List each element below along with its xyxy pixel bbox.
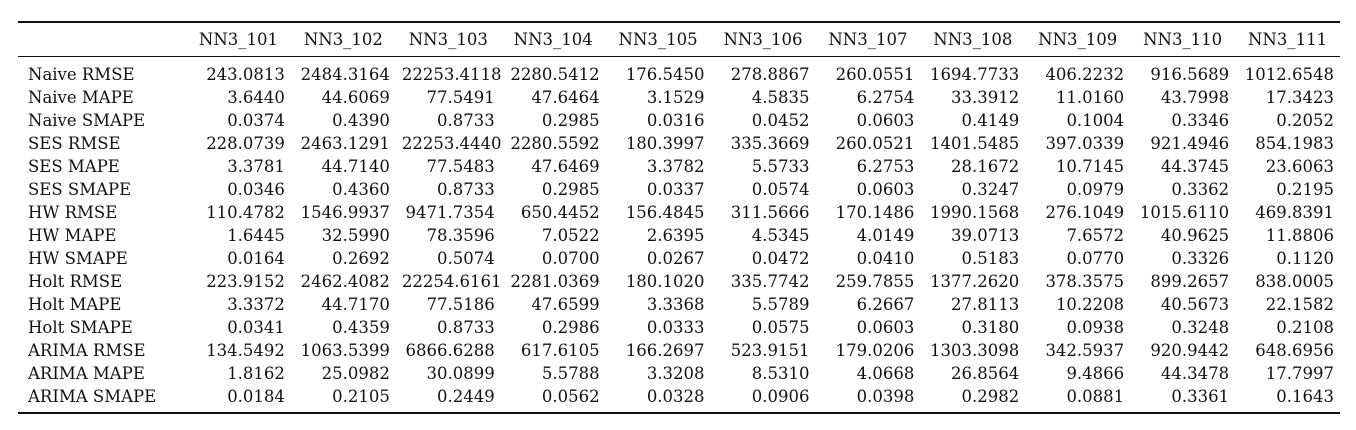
table-cell: 6.2753: [856, 157, 915, 176]
table-cell: 2280.5592: [510, 134, 600, 153]
table-cell: 0.0410: [856, 249, 915, 268]
table-cell: 40.5673: [1160, 295, 1230, 314]
table-cell: 0.5183: [961, 249, 1020, 268]
table-cell: 11.8806: [1265, 226, 1334, 245]
column-header: NN3_105: [606, 22, 711, 57]
column-header: NN3_103: [396, 22, 501, 57]
table-cell: 180.1020: [625, 272, 705, 291]
table-cell: 378.3575: [1045, 272, 1125, 291]
column-header: NN3_102: [291, 22, 396, 57]
table-cell: 156.4845: [625, 203, 705, 222]
table-cell: 0.0398: [856, 387, 915, 406]
table-cell: 33.3912: [951, 88, 1020, 107]
table-cell: 0.3361: [1171, 387, 1230, 406]
table-cell: 26.8564: [951, 364, 1020, 383]
table-cell: 0.3346: [1171, 111, 1230, 130]
table-cell: 47.6599: [531, 295, 600, 314]
table-cell: 523.9151: [730, 341, 810, 360]
table-row: [18, 247, 1340, 270]
table-cell: 170.1486: [835, 203, 915, 222]
table-cell: 3.6440: [227, 88, 285, 107]
table-cell: 0.0337: [646, 180, 705, 199]
table-cell: 47.6469: [531, 157, 600, 176]
table-cell: 30.0899: [426, 364, 495, 383]
table-cell: 44.3478: [1160, 364, 1230, 383]
table-cell: 0.1120: [1276, 249, 1334, 268]
table-cell: 9471.7354: [405, 203, 495, 222]
column-header: NN3_101: [186, 22, 291, 57]
table-cell: 44.7170: [321, 295, 390, 314]
table-cell: 1.8162: [227, 364, 285, 383]
table-cell: 7.6572: [1066, 226, 1125, 245]
column-header: NN3_107: [815, 22, 920, 57]
table-cell: 40.9625: [1160, 226, 1230, 245]
table-cell: 2462.4082: [300, 272, 390, 291]
table-cell: 5.5733: [751, 157, 810, 176]
table-cell: 1694.7733: [930, 65, 1020, 84]
table-row: [18, 316, 1340, 339]
table-cell: 6.2754: [856, 88, 915, 107]
table-cell: 2281.0369: [510, 272, 600, 291]
table-row: [18, 224, 1340, 247]
table-cell: 9.4866: [1066, 364, 1125, 383]
table-cell: 0.0472: [751, 249, 810, 268]
table-cell: 0.2052: [1276, 111, 1334, 130]
table-cell: 260.0521: [835, 134, 915, 153]
table-cell: 0.8733: [437, 180, 495, 199]
table-cell: 0.2195: [1276, 180, 1334, 199]
table-cell: 0.0562: [541, 387, 600, 406]
table-cell: 0.0603: [856, 318, 915, 337]
table-cell: 1303.3098: [930, 341, 1020, 360]
table-cell: 0.3180: [961, 318, 1020, 337]
table-cell: 110.4782: [206, 203, 285, 222]
table-cell: 5.5789: [751, 295, 810, 314]
table-cell: 28.1672: [951, 157, 1020, 176]
table-body: [18, 57, 1340, 414]
table-cell: 4.0668: [856, 364, 915, 383]
table-row: [18, 155, 1340, 178]
table-cell: 1401.5485: [930, 134, 1020, 153]
table-cell: 2.6395: [646, 226, 705, 245]
table-cell: 0.2449: [437, 387, 495, 406]
table-cell: 838.0005: [1255, 272, 1334, 291]
table-cell: 335.7742: [730, 272, 810, 291]
table-cell: 0.0374: [227, 111, 285, 130]
table-cell: 0.0164: [227, 249, 285, 268]
table-cell: 10.7145: [1055, 157, 1125, 176]
table-row: [18, 132, 1340, 155]
table-cell: 0.0906: [751, 387, 810, 406]
table-cell: 2463.1291: [300, 134, 390, 153]
table-cell: 0.4359: [332, 318, 390, 337]
table-cell: 3.3781: [227, 157, 285, 176]
table-cell: 22.1582: [1265, 295, 1334, 314]
table-cell: 648.6956: [1255, 341, 1334, 360]
table-cell: 3.3368: [646, 295, 705, 314]
table-cell: 469.8391: [1255, 203, 1334, 222]
table-cell: 0.3248: [1171, 318, 1230, 337]
table-cell: 4.0149: [856, 226, 915, 245]
row-label: HW SMAPE: [28, 249, 128, 268]
table-cell: 25.0982: [321, 364, 390, 383]
table-cell: 650.4452: [520, 203, 600, 222]
table-cell: 228.0739: [206, 134, 285, 153]
table-cell: 1546.9937: [300, 203, 390, 222]
table-cell: 0.2692: [332, 249, 390, 268]
table-cell: 916.5689: [1150, 65, 1230, 84]
table-cell: 22254.6161: [401, 272, 502, 291]
column-header: NN3_108: [920, 22, 1025, 57]
table-cell: 23.6063: [1265, 157, 1334, 176]
table-cell: 166.2697: [625, 341, 705, 360]
table-cell: 335.3669: [730, 134, 810, 153]
table-cell: 7.0522: [541, 226, 600, 245]
table-row: [18, 57, 1340, 87]
table-cell: 0.8733: [437, 318, 495, 337]
column-header: NN3_110: [1130, 22, 1235, 57]
table-cell: 0.8733: [437, 111, 495, 130]
table-cell: 3.1529: [646, 88, 705, 107]
table-cell: 0.0575: [751, 318, 810, 337]
table-cell: 22253.4440: [401, 134, 502, 153]
table-row: [18, 362, 1340, 385]
column-header-blank: [18, 22, 186, 57]
table-cell: 920.9442: [1150, 341, 1230, 360]
table-cell: 0.0979: [1066, 180, 1125, 199]
table-cell: 0.0574: [751, 180, 810, 199]
table-cell: 0.2985: [541, 111, 600, 130]
table-cell: 0.2108: [1276, 318, 1334, 337]
table-row: [18, 385, 1340, 413]
column-header: NN3_111: [1235, 22, 1340, 57]
table-cell: 0.0333: [646, 318, 705, 337]
row-label: ARIMA MAPE: [28, 364, 145, 383]
table-row: [18, 201, 1340, 224]
table-cell: 6.2667: [856, 295, 915, 314]
table-cell: 5.5788: [541, 364, 600, 383]
table-cell: 77.5483: [426, 157, 495, 176]
table-cell: 8.5310: [751, 364, 810, 383]
table-cell: 32.5990: [321, 226, 390, 245]
table-cell: 0.4360: [332, 180, 390, 199]
table-cell: 0.5074: [437, 249, 495, 268]
table-cell: 17.3423: [1265, 88, 1334, 107]
table-cell: 1063.5399: [300, 341, 390, 360]
row-label: Naive SMAPE: [28, 111, 146, 130]
table-cell: 1.6445: [227, 226, 285, 245]
table-cell: 4.5835: [751, 88, 810, 107]
table-cell: 0.2105: [332, 387, 390, 406]
row-label: Holt RMSE: [28, 272, 123, 291]
table-cell: 3.3208: [646, 364, 705, 383]
table-cell: 1012.6548: [1244, 65, 1334, 84]
row-label: SES RMSE: [28, 134, 121, 153]
row-label: Naive RMSE: [28, 65, 135, 84]
table-cell: 6866.6288: [405, 341, 495, 360]
table-cell: 22253.4118: [401, 65, 502, 84]
table-row: [18, 270, 1340, 293]
table-cell: 0.0328: [646, 387, 705, 406]
table-cell: 0.0770: [1066, 249, 1125, 268]
row-label: HW RMSE: [28, 203, 118, 222]
table-cell: 78.3596: [426, 226, 495, 245]
table-row: [18, 339, 1340, 362]
table-cell: 0.1643: [1276, 387, 1334, 406]
table-row: [18, 293, 1340, 316]
table-cell: 17.7997: [1265, 364, 1334, 383]
table-cell: 44.7140: [321, 157, 390, 176]
table-cell: 259.7855: [835, 272, 915, 291]
table-cell: 0.0184: [227, 387, 285, 406]
table-cell: 44.3745: [1160, 157, 1230, 176]
table-header: [18, 22, 1340, 57]
table-cell: 0.4149: [961, 111, 1020, 130]
table-cell: 0.2985: [541, 180, 600, 199]
table-cell: 0.1004: [1066, 111, 1125, 130]
table-cell: 260.0551: [835, 65, 915, 84]
table-cell: 854.1983: [1255, 134, 1334, 153]
table-cell: 0.0938: [1066, 318, 1125, 337]
table-cell: 223.9152: [206, 272, 285, 291]
row-label: ARIMA SMAPE: [28, 387, 157, 406]
table-cell: 43.7998: [1160, 88, 1230, 107]
table-cell: 0.2982: [961, 387, 1020, 406]
table-cell: 27.8113: [951, 295, 1020, 314]
results-table: [18, 21, 1340, 414]
table-cell: 11.0160: [1055, 88, 1125, 107]
table-row: [18, 178, 1340, 201]
row-label: Naive MAPE: [28, 88, 134, 107]
table-cell: 4.5345: [751, 226, 810, 245]
row-label: Holt SMAPE: [28, 318, 133, 337]
table-cell: 899.2657: [1150, 272, 1230, 291]
header-row: [18, 22, 1340, 57]
table-row: [18, 86, 1340, 109]
table-cell: 278.8867: [730, 65, 810, 84]
table-cell: 2280.5412: [510, 65, 600, 84]
row-label: Holt MAPE: [28, 295, 122, 314]
table-cell: 0.0603: [856, 180, 915, 199]
table-cell: 0.3247: [961, 180, 1020, 199]
column-header: NN3_109: [1025, 22, 1130, 57]
table-cell: 180.3997: [625, 134, 705, 153]
row-label: SES SMAPE: [28, 180, 132, 199]
table-cell: 311.5666: [730, 203, 810, 222]
table-cell: 134.5492: [206, 341, 285, 360]
table-cell: 0.3362: [1171, 180, 1230, 199]
table-cell: 406.2232: [1045, 65, 1125, 84]
table-cell: 3.3782: [646, 157, 705, 176]
table-cell: 44.6069: [321, 88, 390, 107]
table-cell: 0.0700: [541, 249, 600, 268]
table-cell: 0.0452: [751, 111, 810, 130]
table-cell: 243.0813: [206, 65, 285, 84]
table-cell: 10.2208: [1055, 295, 1125, 314]
table-cell: 0.0267: [646, 249, 705, 268]
row-label: HW MAPE: [28, 226, 117, 245]
table-cell: 342.5937: [1045, 341, 1125, 360]
table-cell: 0.0881: [1066, 387, 1125, 406]
table-cell: 276.1049: [1045, 203, 1125, 222]
table-cell: 2484.3164: [300, 65, 390, 84]
table-cell: 1377.2620: [930, 272, 1020, 291]
row-label: SES MAPE: [28, 157, 120, 176]
table-cell: 0.4390: [332, 111, 390, 130]
table-cell: 1990.1568: [930, 203, 1020, 222]
table-cell: 176.5450: [625, 65, 705, 84]
column-header: NN3_106: [711, 22, 816, 57]
table-cell: 1015.6110: [1139, 203, 1230, 222]
table-cell: 0.0341: [227, 318, 285, 337]
row-label: ARIMA RMSE: [28, 341, 146, 360]
table-cell: 0.0316: [646, 111, 705, 130]
table-cell: 617.6105: [520, 341, 600, 360]
table-cell: 921.4946: [1150, 134, 1230, 153]
table-cell: 179.0206: [835, 341, 915, 360]
table-cell: 47.6464: [531, 88, 600, 107]
table-cell: 77.5491: [426, 88, 495, 107]
column-header: NN3_104: [501, 22, 606, 57]
table-cell: 0.0346: [227, 180, 285, 199]
table-cell: 0.0603: [856, 111, 915, 130]
table-cell: 77.5186: [426, 295, 495, 314]
table-row: [18, 109, 1340, 132]
table-cell: 3.3372: [227, 295, 285, 314]
table-cell: 0.2986: [541, 318, 600, 337]
table-cell: 39.0713: [951, 226, 1020, 245]
table-cell: 397.0339: [1045, 134, 1125, 153]
table-cell: 0.3326: [1171, 249, 1230, 268]
